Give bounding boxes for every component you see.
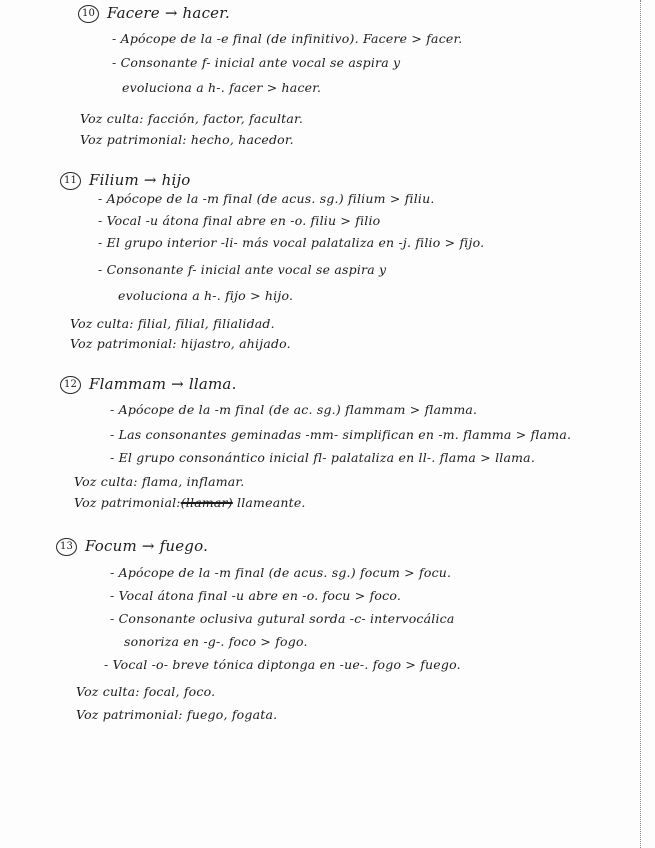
entry-12-culta: Voz culta: flama, inflamar. — [74, 474, 245, 489]
entry-11-title-text: Filium → hijo — [89, 171, 191, 189]
entry-13-bullet-5: - Vocal -o- breve tónica diptonga en -ue-. fogo > fuego. — [104, 657, 461, 672]
entry-12-bullet-2: - Las consonantes geminadas -mm- simplifican en -m. flamma > flama. — [110, 427, 572, 442]
entry-12-patrimonial-prefix: Voz patrimonial: — [74, 495, 181, 510]
entry-11-bullet-4: - Consonante f- inicial ante vocal se aspira y — [98, 262, 387, 277]
entry-10-patrimonial: Voz patrimonial: hecho, hacedor. — [80, 132, 294, 147]
page-edge-perforation — [640, 0, 641, 848]
entry-12-title — [60, 376, 237, 394]
entry-13-patrimonial: Voz patrimonial: fuego, fogata. — [76, 707, 278, 722]
entry-12-patrimonial-rest: llameante. — [237, 495, 306, 510]
entry-11-number: 11 — [60, 172, 81, 190]
entry-13-title-text: Focum → fuego. — [85, 537, 209, 555]
entry-11-bullet-5: evoluciona a h-. fijo > hijo. — [118, 288, 294, 303]
entry-13-bullet-2: - Vocal átona final -u abre en -o. focu > foco. — [110, 588, 402, 603]
entry-13-bullet-3: - Consonante oclusiva gutural sorda -c- intervocálica — [110, 611, 455, 626]
entry-13-culta: Voz culta: focal, foco. — [76, 684, 216, 699]
entry-11-bullet-3: - El grupo interior -li- más vocal palataliza en -j. filio > fijo. — [98, 235, 485, 250]
entry-10-title — [78, 5, 230, 23]
entry-11-culta: Voz culta: filial, filial, filialidad. — [70, 316, 275, 331]
entry-11-patrimonial: Voz patrimonial: hijastro, ahijado. — [70, 336, 291, 351]
entry-11-bullet-2: - Vocal -u átona final abre en -o. filiu > filio — [98, 213, 381, 228]
entry-12-bullet-3: - El grupo consonántico inicial fl- palataliza en ll-. flama > llama. — [110, 450, 536, 465]
entry-12-number: 12 — [60, 376, 81, 394]
entry-10-bullet-2: - Consonante f- inicial ante vocal se aspira y — [112, 55, 401, 70]
entry-10-bullet-3: evoluciona a h-. facer > hacer. — [122, 80, 322, 95]
entry-12-patrimonial — [74, 497, 306, 510]
entry-10-number: 10 — [78, 5, 99, 23]
entry-10-culta: Voz culta: facción, factor, facultar. — [80, 111, 304, 126]
entry-11-bullet-1: - Apócope de la -m final (de acus. sg.) filium > filiu. — [98, 191, 435, 206]
entry-13-title — [56, 538, 208, 556]
entry-13-bullet-4: sonoriza en -g-. foco > fogo. — [124, 634, 308, 649]
entry-13-bullet-1: - Apócope de la -m final (de acus. sg.) focum > focu. — [110, 565, 452, 580]
entry-13-number: 13 — [56, 538, 77, 556]
entry-12-patrimonial-struck: (llamar) — [180, 495, 233, 510]
entry-11-title — [60, 172, 191, 190]
entry-10-bullet-1: - Apócope de la -e final (de infinitivo). Facere > facer. — [112, 31, 463, 46]
entry-12-bullet-1: - Apócope de la -m final (de ac. sg.) flammam > flamma. — [110, 402, 478, 417]
entry-10-title-text: Facere → hacer. — [107, 4, 230, 22]
entry-12-title-text: Flammam → llama. — [89, 375, 237, 393]
